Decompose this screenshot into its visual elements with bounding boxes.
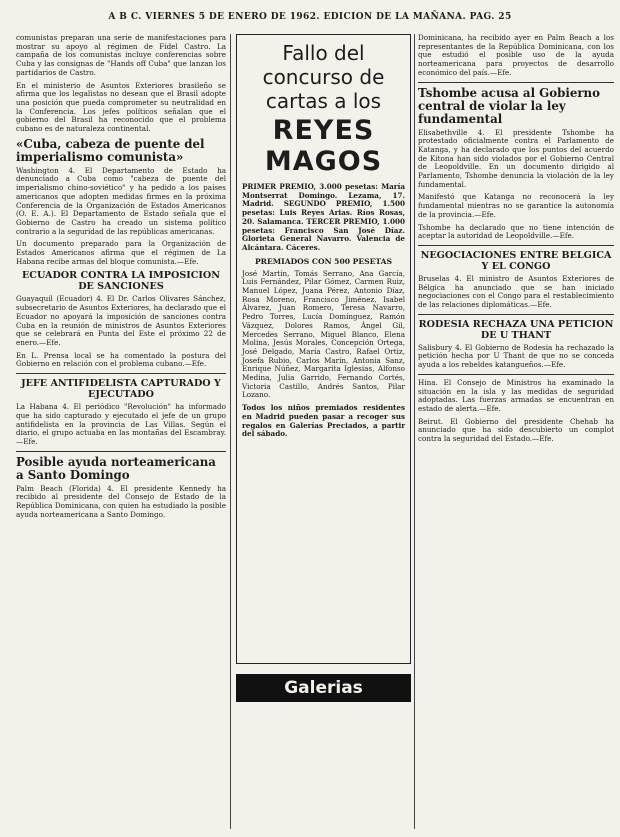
article-text: Un documento preparado para la Organización de Estados Americanos afirma que el régimen de La Habana recibe armas del bloque comunista.—Efe. [16,239,226,266]
headline: Tshombe acusa al Gobierno central de violar la ley fundamental [418,85,600,126]
article-text: Washington 4. El Departamento de Estado ha denunciado a Cuba como "cabeza de puente del imperialismo chino-soviético" y ha pedido a los países americanos que adopten medidas firmes en la próxima Conferencia de la Organización de Estados Americanos (O. E. A.). El Departamento de Estado señala que el Gobierno de Castro ha creado un sistema político contrario a la seguridad de las repúblicas americanas. [16,165,226,236]
article-text: Palm Beach (Florida) 4. El presidente Kennedy ha recibido al presidente del Consejo de Estado de la República Dominicana, con quien ha estudiado la posible ayuda norteamericana a Santo Domingo. [16,483,226,519]
contest-title: Fallo del concurso de cartas a los [262,41,385,113]
headline: Posible ayuda norteamericana a Santo Domingo [16,454,216,482]
article-text: En el ministerio de Asuntos Exteriores brasileño se afirma que los legalistas no desean que el Brasil adopte una posición que pueda comprometer su neutralidad en la Conferencia. Los jefes políticos señalan que el gobierno del Brasil ha reconocido que el problema cubano es de naturaleza continental. [16,80,226,134]
article-text: comunistas preparan una serie de manifestaciones para mostrar su apoyo al régimen de Fidel Castro. La campaña de los comunistas incluye conferencias sobre Cuba y las consignas de "Hands off Cuba" que lanzan los partidarios de Castro. [16,34,226,77]
galerias-preciados-ad: Galerias Preciados [236,674,411,702]
article-text: La Habana 4. El periódico "Revolución" ha informado que ha sido capturado y ejecutado el jefe de un grupo antifidelista en la provincia de Las Villas. Según el diario, el grupo actuaba en las montañas del Escambray.—Efe. [16,402,226,446]
column-right [418,34,614,829]
winners-list: José Martín, Tomás Serrano, Ana García, Luis Fernández, Pilar Gómez, Carmen Ruiz, Manuel López, Juana Pérez, Antonio Díaz, Rosa Moreno, Francisco Jiménez, Isabel Álvarez, Juan Romero, Teresa Navarro, Pedro Torres, Lucía Domínguez, Ramón Vázquez, Dolores Ramos, Ángel Gil, Mercedes Serrano, Miguel Blanco, Elena Molina, Jesús Morales, Concepción Ortega, José Delgado, María Castro, Rafael Ortiz, Josefa Rubio, Carlos Marín, Antonia Sanz, Enrique Núñez, Margarita Iglesias, Alfonso Medina, Julia Garrido, Fernando Cortés, Victoria Castillo, Andrés Santos, Pilar Lozano. [242,268,405,400]
divider [418,374,614,375]
headline: ECUADOR CONTRA LA IMPOSICION DE SANCIONES [22,270,220,293]
page-header: A B C. VIERNES 5 DE ENERO DE 1962. EDICION DE LA MAÑANA. PAG. 25 [108,12,512,22]
headline: JEFE ANTIFIDELISTA CAPTURADO Y EJECUTADO [21,378,221,401]
prize-list: PRIMER PREMIO, 3.000 pesetas: María Montserrat Domingo. Lezama, 17. Madrid. SEGUNDO PREMIO, 1.500 pesetas: Luis Reyes Arias. Ríos Rosas, 20. Salamanca. TERCER PREMIO, 1.000 pesetas: Francisco San José Díaz. Glorieta General Navarro. Valencia de Alcántara. Cáceres. [242,182,405,252]
divider [418,82,614,83]
article-text: Manifestó que Katanga no reconocerá la ley fundamental mientras no se garantice la autonomía de la provincia.—Efe. [418,192,614,219]
divider [418,245,614,246]
article-text: Dominicana, ha recibido ayer en Palm Beach a los representantes de la República Dominicana, con los que estudió el posible uso de la ayuda norteamericana para proyectos de desarrollo económico del país.—Efe. [418,34,614,77]
column-left [16,34,226,829]
article-text: Beirut. El Gobierno del presidente Chehab ha anunciado que ha sido descubierto un complot contra la seguridad del Estado.—Efe. [418,416,614,444]
headline: NEGOCIACIONES ENTRE BELGICA Y EL CONGO [420,249,612,272]
column-rule [230,34,231,829]
article-text: Tshombe ha declarado que no tiene intención de aceptar la autoridad de Leopoldville.—Efe. [418,222,614,241]
article-text: Guayaquil (Ecuador) 4. El Dr. Carlos Olivares Sánchez, subsecretario de Asuntos Exteriores, ha declarado que el Ecuador no apoyará la imposición de sanciones contra Cuba en la reunión de ministros de Asuntos Exteriores que se celebrará en Punta del Este el próximo 22 de enero.—Efe. [16,294,226,347]
column-rule [414,34,415,829]
article-text: En L. Prensa local se ha comentado la postura del Gobierno en relación con el problema cubano.—Efe. [16,350,226,369]
contest-note: Todos los niños premiados residentes en Madrid pueden pasar a recoger sus regalos en Galerías Preciados, a partir del sábado. [242,403,405,439]
contest-box [236,34,411,664]
subheading: PREMIADOS CON 500 PESETAS [254,256,393,266]
contest-title-big: REYES MAGOS [264,115,383,177]
divider [16,373,226,374]
article-text: Salisbury 4. El Gobierno de Rodesia ha rechazado la petición hecha por U Thant de que no se conceda ayuda a los rebeldes katangueños.—Efe. [418,342,614,370]
headline: «Cuba, cabeza de puente del imperialismo comunista» [16,136,205,164]
article-text: Bruselas 4. El ministro de Asuntos Exteriores de Bélgica ha anunciado que se han iniciado negociaciones con el Congo para el restablecimiento de las relaciones diplomáticas.—Efe. [418,273,614,310]
headline: RODESIA RECHAZA UNA PETICION DE U THANT [418,318,614,341]
column-center [236,34,411,829]
divider [418,314,614,315]
article-text: Hina. El Consejo de Ministros ha examinado la situación en la isla y las medidas de seguridad adoptadas. Las fuerzas armadas se encuentran en estado de alerta.—Efe. [418,377,614,413]
divider [16,451,226,452]
article-text: Elisabethville 4. El presidente Tshombe ha protestado oficialmente contra el Parlamento de Katanga, y ha declarado que los puntos del acuerdo de Kitona han sido violados por el Gobierno Central de Leopoldville. En un documento dirigido al Parlamento, Tshombe denuncia la violación de la ley fundamental. [418,127,614,189]
